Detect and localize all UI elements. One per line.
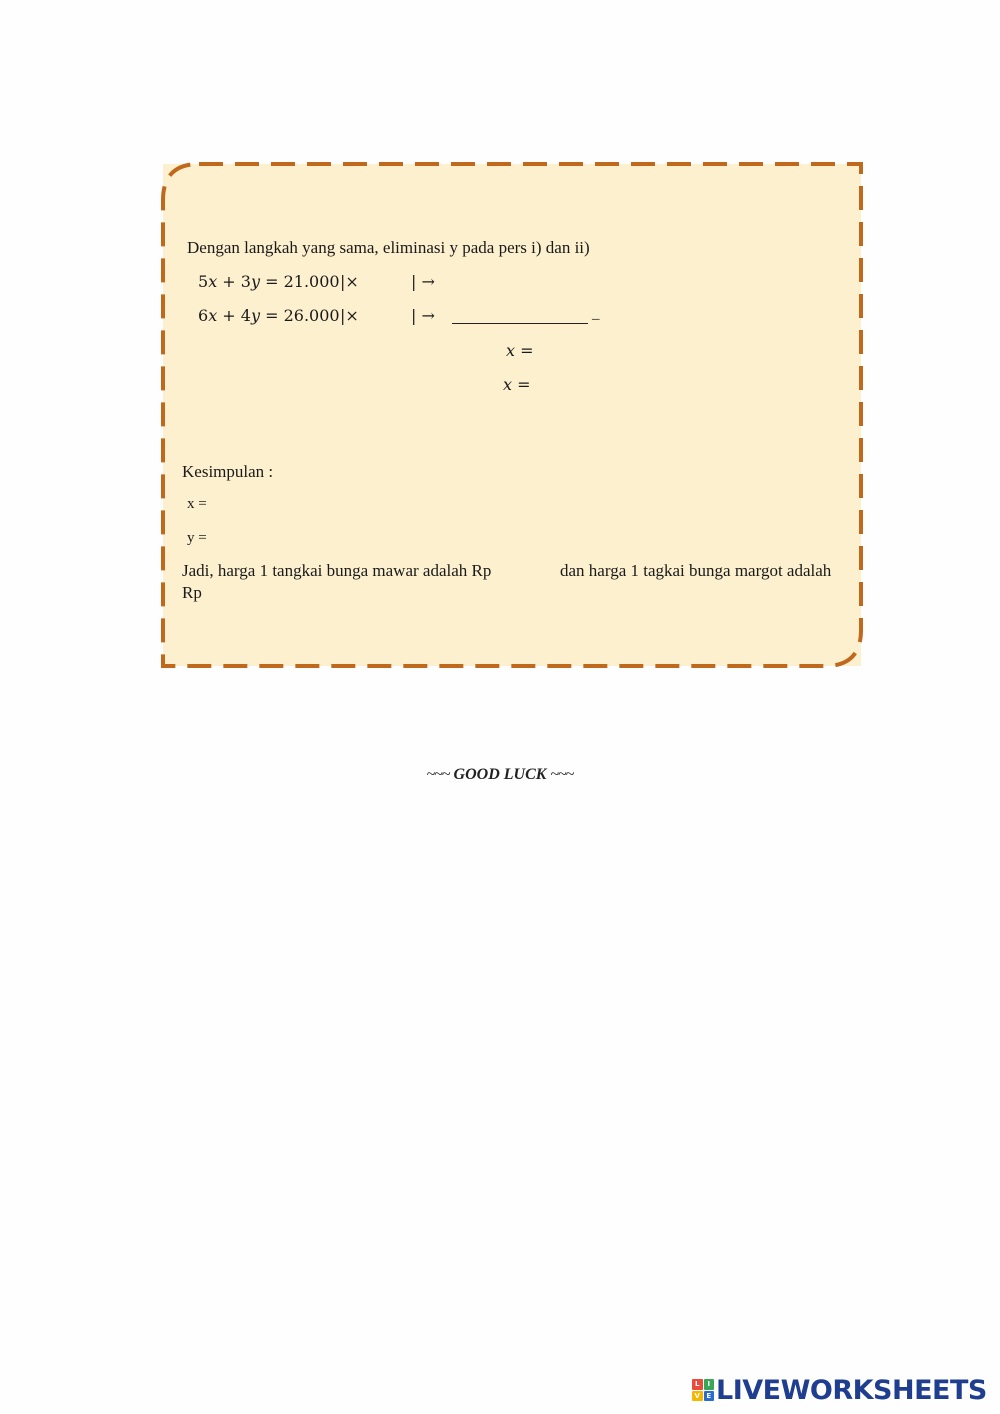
logo-letter-e: E — [704, 1391, 715, 1402]
equation-2 — [198, 306, 340, 326]
brand-name: LIVEWORKSHEETS — [716, 1374, 987, 1406]
intro-text: Dengan langkah yang sama, eliminasi y pada pers i) dan ii) — [187, 238, 590, 257]
tilde-right: ~~~ — [550, 766, 574, 783]
logo-letter-i: I — [704, 1379, 715, 1390]
equation-1 — [198, 272, 340, 292]
final-statement-part-2: dan harga 1 tagkai bunga margot adalah — [560, 561, 832, 580]
equation-1-lhs: 5x + 3y = 21.000 — [198, 272, 340, 291]
logo-letter-v: V — [692, 1391, 703, 1402]
equation-2-multiplier: |× — [340, 306, 359, 325]
minus-sign: – — [592, 311, 600, 327]
liveworksheets-brand[interactable] — [692, 1374, 987, 1406]
equation-2-arrow: | → — [411, 306, 435, 325]
elimination-task-box — [163, 164, 861, 666]
logo-letter-l: L — [692, 1379, 703, 1390]
final-statement-part-3: Rp — [182, 583, 202, 602]
conclusion-label: Kesimpulan : — [182, 462, 274, 481]
liveworksheets-logo-icon — [692, 1379, 714, 1401]
result-x-2: x = — [503, 375, 531, 394]
conclusion-x: x = — [187, 496, 207, 512]
equation-1-multiplier: |× — [340, 272, 359, 291]
equation-2-lhs: 6x + 4y = 26.000 — [198, 306, 340, 325]
conclusion-y: y = — [187, 530, 207, 546]
final-statement-part-1: Jadi, harga 1 tangkai bunga mawar adalah Rp — [182, 561, 492, 580]
dashed-border — [159, 160, 865, 670]
tilde-left: ~~~ — [426, 766, 450, 783]
subtraction-line — [452, 323, 588, 324]
good-luck-text: GOOD LUCK — [453, 766, 547, 783]
equation-1-arrow: | → — [411, 272, 435, 291]
good-luck-footer — [0, 766, 1000, 784]
result-x-1: x = — [506, 341, 534, 360]
